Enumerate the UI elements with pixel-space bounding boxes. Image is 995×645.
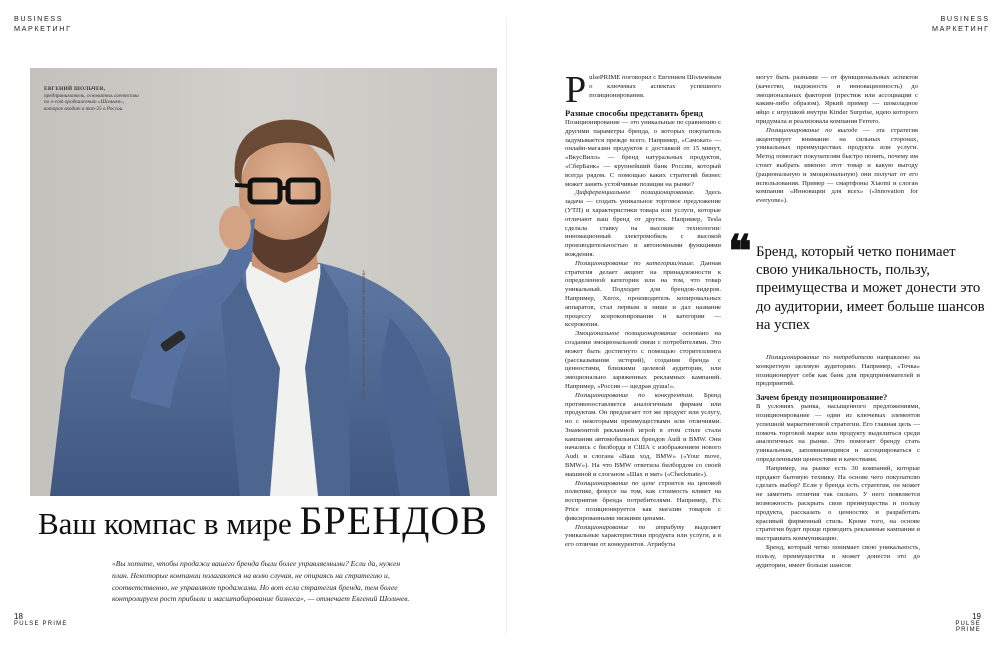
- lead-paragraph: «Вы хотите, чтобы продажи вашего бренда были более управляемыми? Если да, нужен план. Некоторые компании полагаются на волю случая, не опираясь на стратегию и, соответственно, не управляют продажами. Но вот если стратегия бренда, тем более контролируем рост прибыли и масштабирование бизнеса», — отмечает Евгений Шольчев.: [112, 559, 410, 604]
- paragraph: Позиционирование — это уникальные по сравнению с другими параметры бренда, о которых покупатель задумывается прежде всего. Например, «Самокат» — онлайн-магазин продуктов с доставкой от 15 минут, «ВкусВилл» — бренд натуральных продуктов, «СберБанк» — крупнейший банк России, который всегда рядом. С помощью каких стратегий бизнес может занять устойчивые позиции на рынке?: [565, 119, 721, 188]
- intro-text: ulsePRIME поговорил с Евгением Шольчевым о ключевых аспектах успешного позиционирования.: [589, 74, 721, 99]
- page-gutter: [506, 18, 507, 634]
- term: Позиционирование по атрибуту: [575, 523, 685, 531]
- photo-credit: Фото предоставлено пресс-службой компании «Шольчев»: [362, 270, 367, 400]
- portrait-photo: [30, 68, 497, 496]
- section-tag-left: [14, 14, 72, 34]
- paragraph-text: Данная стратегия делает акцент на принадлежности к определенной категории или на том, что товар уникальный. Подходит для брендов-лидеров. Например, Xerox, производитель копировальных аппаратов, стал первым в нише и дал название процессу ксерокопирования и категории — ксерокопия.: [565, 259, 721, 329]
- magazine-name: PULSE PRIME: [955, 621, 981, 633]
- subheading-why: Зачем бренду позиционирование?: [756, 392, 888, 403]
- paragraph: могут быть разными — от функциональных аспектов (качество, надежность и инновационность) до эмоциональных факторов (престиж или ассоциации с каким-либо образом). Яркий пример — шоколадное яйцо с игрушкой внутри Kinder Surprise, идею которого придумала и реализовала компания Ferrero.: [756, 74, 918, 125]
- paragraph-text: строится на ценовой политике, фокусе на том, как стоимость влияет на восприятие бренда потребителями. Например, Fix Price позиционируется как магазин товаров с фиксированными низкими ценами.: [565, 479, 721, 522]
- photo-caption: [44, 86, 140, 112]
- paragraph: Например, на рынке есть 30 компаний, которые продают бытовую технику. На основе чего покупателю сделать выбор? Если у бренда есть стратегия, он может не заметить отличия так сильно. У него появляется возможность раскрыть свои преимущества и пользу продукта, рассказать о ценностях и разработать красивый фирменный стиль. Кроме того, на основе стратегии будет проще проводить рекламные кампании и выстраивать коммуникацию.: [756, 464, 920, 543]
- paragraph: [565, 392, 721, 480]
- article-column-2-bottom: [756, 354, 920, 610]
- article-column-1: [565, 74, 721, 612]
- term: Дифференциальное позиционирование.: [575, 189, 695, 197]
- paragraph: В условиях рынка, насыщенного предложениями, позиционирование — один из ключевых элементов успешной маркетинговой стратегии. Его главная цель — помочь торговой марке или продукту выделиться среди аналогичных на рынке. Это помогает бренду стать уникальным, запоминающимся и ассоциироваться с определенными ценностями и качествами.: [756, 403, 920, 463]
- caption-name: ЕВГЕНИЙ ШОЛЬЧЕВ,: [44, 86, 106, 92]
- paragraph: [565, 189, 721, 259]
- term: Позиционирование по потребителю: [766, 354, 874, 361]
- term: Позиционирование по категории/нише.: [575, 259, 695, 267]
- paragraph-text: основано на создании эмоциональной связи с потребителями. Это может быть достигнуто с помощью сторителлинга (рассказывания историй), создания бренда с ценностями, близкими целевой аудитории, или эмоционально заряженных рекламных кампаний. Например, «Россия — щедрая душа!».: [565, 330, 721, 390]
- term: Позиционирование по выгоде: [766, 126, 858, 134]
- paragraph: Бренд, который четко понимает свою уникальность, пользу, преимущества и может донести это до аудитории, имеет больше шансов: [756, 543, 920, 569]
- term: Позиционирование по конкурентам.: [575, 391, 695, 399]
- folio-left: [14, 612, 68, 627]
- subsection-label: МАРКЕТИНГ: [932, 24, 990, 33]
- paragraph-text: — эта стратегия акцентирует внимание на сильных сторонах, уникальных преимуществах продукта или услуги. Метод помогает покупателям быстро понять, почему им стоит выбрать именно этот товар и какую выгоду (рациональную и эмоциональную) они получат от его использования. Пример — смартфоны Xiaomi и слоган компании «Инновации для всех» («Innovation for everyone»).: [756, 126, 918, 205]
- term: Эмоциональное позиционирование: [575, 330, 677, 338]
- portrait-illustration: [30, 68, 497, 496]
- section-label: BUSINESS: [14, 14, 64, 23]
- subheading-ways: Разные способы представить бренд: [565, 108, 703, 118]
- page-number: 19: [972, 612, 981, 621]
- headline: [38, 498, 488, 544]
- paragraph-text: направлено на конкретную целевую аудиторию. Например, «Точка» позиционирует себя как банк для предпринимателей и предприятий.: [756, 354, 920, 388]
- magazine-name: PULSE PRIME: [14, 621, 68, 627]
- paragraph-text: выделяет уникальные характеристики продукта или услуги, а в его отличие от конкурентов. Атрибуты: [565, 523, 721, 549]
- pull-quote: Бренд, который четко понимает свою уникальность, пользу, преимущества и может донести это до аудитории, имеет больше шансов на успех: [756, 244, 985, 333]
- paragraph: [565, 260, 721, 330]
- caption-text: предприниматель, основатель агентства по е-сот продвижению «Шольчев», которое входит в топ-25 в России: [44, 92, 139, 112]
- term: Позиционирование по цене: [575, 479, 655, 487]
- paragraph: [756, 127, 918, 206]
- dropcap: P: [565, 74, 587, 111]
- article-column-2-top: [756, 74, 918, 224]
- page-number: 18: [14, 612, 23, 621]
- paragraph: [565, 524, 721, 550]
- folio-right: [935, 612, 981, 633]
- paragraph: [756, 354, 920, 389]
- section-tag-right: [932, 14, 990, 34]
- paragraph: [565, 330, 721, 392]
- headline-big: БРЕНДОВ: [299, 498, 488, 543]
- paragraph-text: Здесь задача — создать уникальное торговое предложение (УТП) и характеристики товара или услуги, которые отличают ваш бренд от других. Например, Tesla сделала ставку на высокие технологии: инновационный электромобиль с высокой производительностью и автономными функциями вождения.: [565, 189, 721, 258]
- subsection-label: МАРКЕТИНГ: [14, 24, 72, 33]
- section-label: BUSINESS: [940, 14, 990, 23]
- paragraph-text: Бренд противопоставляется аналогичным фирмам или продуктам. Он предлагает тот же продукт или услугу, но с некоторыми преимуществами или отличиями. Знаменитой рекламной игрой в этом стиле стали кампании автомобильных брендов Audi и BMW. Они начались с билборда в США с изображением нового Audi и слогана «Ваш ход, BMW» («Your move, BMW»). На что BMW ответила билбордом со своей машиной и слоганом «Шах и мат» («Checkmate»).: [565, 391, 721, 478]
- paragraph: [565, 480, 721, 524]
- headline-small: Ваш компас в мире: [38, 506, 292, 541]
- quote-mark-icon: ❝: [728, 227, 752, 276]
